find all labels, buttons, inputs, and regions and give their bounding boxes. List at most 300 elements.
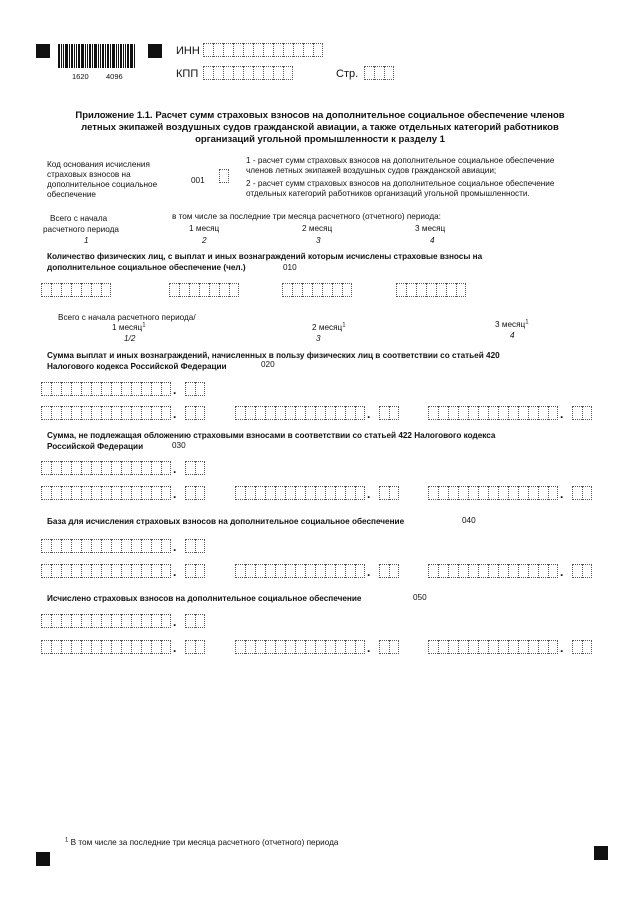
- sec020-total-dec[interactable]: [185, 382, 205, 396]
- input-cell[interactable]: [305, 640, 315, 654]
- input-cell[interactable]: [111, 539, 121, 553]
- input-cell[interactable]: [161, 640, 171, 654]
- input-cell[interactable]: [151, 614, 161, 628]
- input-cell[interactable]: [185, 461, 195, 475]
- input-cell[interactable]: [51, 406, 61, 420]
- input-cell[interactable]: [528, 486, 538, 500]
- input-cell[interactable]: [282, 283, 292, 297]
- input-cell[interactable]: [582, 564, 592, 578]
- input-cell[interactable]: [81, 382, 91, 396]
- input-cell[interactable]: [111, 486, 121, 500]
- input-cell[interactable]: [275, 564, 285, 578]
- input-cell[interactable]: [345, 640, 355, 654]
- input-cell[interactable]: [101, 486, 111, 500]
- input-cell[interactable]: [295, 406, 305, 420]
- input-cell[interactable]: [121, 486, 131, 500]
- input-cell[interactable]: [131, 461, 141, 475]
- input-cell[interactable]: [285, 564, 295, 578]
- input-cell[interactable]: [121, 461, 131, 475]
- input-cell[interactable]: [219, 169, 229, 183]
- input-cell[interactable]: [141, 486, 151, 500]
- input-cell[interactable]: [518, 406, 528, 420]
- input-cell[interactable]: [185, 640, 195, 654]
- input-cell[interactable]: [235, 564, 245, 578]
- input-cell[interactable]: [51, 614, 61, 628]
- input-cell[interactable]: [111, 614, 121, 628]
- sec020-m3-int[interactable]: [428, 406, 558, 420]
- input-cell[interactable]: [131, 640, 141, 654]
- input-cell[interactable]: [61, 640, 71, 654]
- input-cell[interactable]: [458, 486, 468, 500]
- sec050-m2-dec[interactable]: [379, 640, 399, 654]
- input-cell[interactable]: [195, 564, 205, 578]
- input-cell[interactable]: [275, 406, 285, 420]
- input-cell[interactable]: [548, 640, 558, 654]
- input-cell[interactable]: [111, 640, 121, 654]
- input-cell[interactable]: [572, 486, 582, 500]
- input-cell[interactable]: [428, 564, 438, 578]
- input-cell[interactable]: [508, 406, 518, 420]
- input-cell[interactable]: [468, 640, 478, 654]
- input-cell[interactable]: [428, 406, 438, 420]
- input-cell[interactable]: [101, 283, 111, 297]
- input-cell[interactable]: [255, 640, 265, 654]
- input-cell[interactable]: [572, 564, 582, 578]
- input-cell[interactable]: [91, 382, 101, 396]
- input-cell[interactable]: [548, 486, 558, 500]
- input-cell[interactable]: [265, 406, 275, 420]
- input-cell[interactable]: [141, 382, 151, 396]
- input-cell[interactable]: [283, 66, 293, 80]
- input-cell[interactable]: [488, 486, 498, 500]
- input-cell[interactable]: [151, 486, 161, 500]
- input-cell[interactable]: [468, 486, 478, 500]
- inn-field[interactable]: [203, 43, 323, 57]
- input-cell[interactable]: [151, 461, 161, 475]
- input-cell[interactable]: [538, 486, 548, 500]
- input-cell[interactable]: [71, 382, 81, 396]
- kpp-field[interactable]: [203, 66, 293, 80]
- input-cell[interactable]: [71, 283, 81, 297]
- count-m1-field[interactable]: [169, 283, 239, 297]
- input-cell[interactable]: [185, 406, 195, 420]
- input-cell[interactable]: [458, 406, 468, 420]
- input-cell[interactable]: [41, 486, 51, 500]
- input-cell[interactable]: [312, 283, 322, 297]
- input-cell[interactable]: [498, 486, 508, 500]
- input-cell[interactable]: [101, 406, 111, 420]
- input-cell[interactable]: [81, 283, 91, 297]
- input-cell[interactable]: [428, 486, 438, 500]
- sec050-m3-int[interactable]: [428, 640, 558, 654]
- input-cell[interactable]: [325, 406, 335, 420]
- input-cell[interactable]: [379, 564, 389, 578]
- input-cell[interactable]: [265, 564, 275, 578]
- input-cell[interactable]: [458, 564, 468, 578]
- input-cell[interactable]: [538, 640, 548, 654]
- input-cell[interactable]: [121, 539, 131, 553]
- input-cell[interactable]: [315, 406, 325, 420]
- input-cell[interactable]: [195, 486, 205, 500]
- input-cell[interactable]: [61, 486, 71, 500]
- sec020-m2-int[interactable]: [235, 406, 365, 420]
- input-cell[interactable]: [161, 486, 171, 500]
- sec020-m1-dec[interactable]: [185, 406, 205, 420]
- input-cell[interactable]: [345, 406, 355, 420]
- input-cell[interactable]: [71, 406, 81, 420]
- input-cell[interactable]: [71, 461, 81, 475]
- input-cell[interactable]: [151, 564, 161, 578]
- input-cell[interactable]: [235, 406, 245, 420]
- input-cell[interactable]: [253, 43, 263, 57]
- input-cell[interactable]: [101, 614, 111, 628]
- input-cell[interactable]: [71, 486, 81, 500]
- input-cell[interactable]: [478, 640, 488, 654]
- input-cell[interactable]: [91, 614, 101, 628]
- input-cell[interactable]: [478, 406, 488, 420]
- input-cell[interactable]: [81, 614, 91, 628]
- input-cell[interactable]: [538, 564, 548, 578]
- input-cell[interactable]: [406, 283, 416, 297]
- input-cell[interactable]: [315, 564, 325, 578]
- code-field[interactable]: [219, 169, 229, 183]
- sec030-m2-dec[interactable]: [379, 486, 399, 500]
- input-cell[interactable]: [275, 640, 285, 654]
- sec020-m3-dec[interactable]: [572, 406, 592, 420]
- input-cell[interactable]: [203, 43, 213, 57]
- input-cell[interactable]: [223, 66, 233, 80]
- input-cell[interactable]: [448, 640, 458, 654]
- input-cell[interactable]: [379, 486, 389, 500]
- count-m3-field[interactable]: [396, 283, 466, 297]
- input-cell[interactable]: [195, 406, 205, 420]
- input-cell[interactable]: [245, 406, 255, 420]
- input-cell[interactable]: [223, 43, 233, 57]
- input-cell[interactable]: [456, 283, 466, 297]
- input-cell[interactable]: [302, 283, 312, 297]
- input-cell[interactable]: [416, 283, 426, 297]
- input-cell[interactable]: [488, 564, 498, 578]
- sec020-total-int[interactable]: [41, 382, 171, 396]
- input-cell[interactable]: [151, 406, 161, 420]
- input-cell[interactable]: [508, 486, 518, 500]
- input-cell[interactable]: [448, 486, 458, 500]
- input-cell[interactable]: [151, 382, 161, 396]
- input-cell[interactable]: [131, 382, 141, 396]
- sec040-m3-int[interactable]: [428, 564, 558, 578]
- input-cell[interactable]: [169, 283, 179, 297]
- input-cell[interactable]: [379, 640, 389, 654]
- input-cell[interactable]: [528, 406, 538, 420]
- input-cell[interactable]: [325, 486, 335, 500]
- input-cell[interactable]: [322, 283, 332, 297]
- sec040-m2-dec[interactable]: [379, 564, 399, 578]
- input-cell[interactable]: [355, 640, 365, 654]
- sec040-total-int[interactable]: [41, 539, 171, 553]
- input-cell[interactable]: [253, 66, 263, 80]
- input-cell[interactable]: [379, 406, 389, 420]
- input-cell[interactable]: [285, 640, 295, 654]
- input-cell[interactable]: [51, 564, 61, 578]
- input-cell[interactable]: [345, 486, 355, 500]
- sec030-m1-dec[interactable]: [185, 486, 205, 500]
- input-cell[interactable]: [436, 283, 446, 297]
- input-cell[interactable]: [305, 406, 315, 420]
- input-cell[interactable]: [315, 486, 325, 500]
- input-cell[interactable]: [41, 382, 51, 396]
- sec040-m1-dec[interactable]: [185, 564, 205, 578]
- input-cell[interactable]: [285, 486, 295, 500]
- sec050-m2-int[interactable]: [235, 640, 365, 654]
- input-cell[interactable]: [185, 564, 195, 578]
- input-cell[interactable]: [121, 564, 131, 578]
- input-cell[interactable]: [396, 283, 406, 297]
- input-cell[interactable]: [374, 66, 384, 80]
- input-cell[interactable]: [458, 640, 468, 654]
- input-cell[interactable]: [229, 283, 239, 297]
- sec030-m3-dec[interactable]: [572, 486, 592, 500]
- input-cell[interactable]: [81, 564, 91, 578]
- input-cell[interactable]: [233, 66, 243, 80]
- input-cell[interactable]: [355, 486, 365, 500]
- sec030-total-dec[interactable]: [185, 461, 205, 475]
- count-m2-field[interactable]: [282, 283, 352, 297]
- input-cell[interactable]: [121, 382, 131, 396]
- input-cell[interactable]: [235, 640, 245, 654]
- input-cell[interactable]: [71, 539, 81, 553]
- input-cell[interactable]: [508, 564, 518, 578]
- input-cell[interactable]: [161, 382, 171, 396]
- input-cell[interactable]: [295, 564, 305, 578]
- input-cell[interactable]: [364, 66, 374, 80]
- input-cell[interactable]: [121, 406, 131, 420]
- input-cell[interactable]: [51, 461, 61, 475]
- input-cell[interactable]: [51, 283, 61, 297]
- input-cell[interactable]: [355, 406, 365, 420]
- input-cell[interactable]: [51, 539, 61, 553]
- input-cell[interactable]: [131, 486, 141, 500]
- input-cell[interactable]: [243, 43, 253, 57]
- input-cell[interactable]: [141, 539, 151, 553]
- input-cell[interactable]: [121, 614, 131, 628]
- input-cell[interactable]: [478, 564, 488, 578]
- input-cell[interactable]: [255, 406, 265, 420]
- input-cell[interactable]: [498, 640, 508, 654]
- sec040-m1-int[interactable]: [41, 564, 171, 578]
- input-cell[interactable]: [263, 43, 273, 57]
- input-cell[interactable]: [428, 640, 438, 654]
- input-cell[interactable]: [91, 283, 101, 297]
- input-cell[interactable]: [81, 461, 91, 475]
- input-cell[interactable]: [195, 640, 205, 654]
- input-cell[interactable]: [305, 486, 315, 500]
- input-cell[interactable]: [51, 382, 61, 396]
- input-cell[interactable]: [101, 564, 111, 578]
- input-cell[interactable]: [61, 539, 71, 553]
- input-cell[interactable]: [61, 283, 71, 297]
- input-cell[interactable]: [498, 406, 508, 420]
- sec050-m1-int[interactable]: [41, 640, 171, 654]
- input-cell[interactable]: [518, 486, 528, 500]
- input-cell[interactable]: [438, 564, 448, 578]
- input-cell[interactable]: [185, 539, 195, 553]
- sec050-m1-dec[interactable]: [185, 640, 205, 654]
- input-cell[interactable]: [315, 640, 325, 654]
- input-cell[interactable]: [179, 283, 189, 297]
- input-cell[interactable]: [111, 461, 121, 475]
- input-cell[interactable]: [111, 382, 121, 396]
- input-cell[interactable]: [91, 461, 101, 475]
- input-cell[interactable]: [468, 406, 478, 420]
- input-cell[interactable]: [161, 406, 171, 420]
- input-cell[interactable]: [91, 486, 101, 500]
- input-cell[interactable]: [528, 640, 538, 654]
- input-cell[interactable]: [81, 406, 91, 420]
- input-cell[interactable]: [325, 564, 335, 578]
- input-cell[interactable]: [41, 283, 51, 297]
- input-cell[interactable]: [195, 461, 205, 475]
- input-cell[interactable]: [275, 486, 285, 500]
- input-cell[interactable]: [528, 564, 538, 578]
- input-cell[interactable]: [448, 564, 458, 578]
- input-cell[interactable]: [185, 614, 195, 628]
- sec040-m3-dec[interactable]: [572, 564, 592, 578]
- sec030-m3-int[interactable]: [428, 486, 558, 500]
- input-cell[interactable]: [131, 614, 141, 628]
- input-cell[interactable]: [582, 640, 592, 654]
- input-cell[interactable]: [448, 406, 458, 420]
- input-cell[interactable]: [61, 382, 71, 396]
- input-cell[interactable]: [41, 461, 51, 475]
- sec030-m1-int[interactable]: [41, 486, 171, 500]
- input-cell[interactable]: [384, 66, 394, 80]
- input-cell[interactable]: [41, 406, 51, 420]
- input-cell[interactable]: [195, 539, 205, 553]
- input-cell[interactable]: [335, 486, 345, 500]
- input-cell[interactable]: [161, 614, 171, 628]
- input-cell[interactable]: [141, 406, 151, 420]
- input-cell[interactable]: [292, 283, 302, 297]
- page-field[interactable]: [364, 66, 394, 80]
- sec040-total-dec[interactable]: [185, 539, 205, 553]
- input-cell[interactable]: [185, 382, 195, 396]
- input-cell[interactable]: [488, 640, 498, 654]
- input-cell[interactable]: [389, 640, 399, 654]
- sec030-total-int[interactable]: [41, 461, 171, 475]
- input-cell[interactable]: [285, 406, 295, 420]
- input-cell[interactable]: [209, 283, 219, 297]
- input-cell[interactable]: [389, 564, 399, 578]
- input-cell[interactable]: [203, 66, 213, 80]
- input-cell[interactable]: [131, 406, 141, 420]
- input-cell[interactable]: [303, 43, 313, 57]
- sec030-m2-int[interactable]: [235, 486, 365, 500]
- input-cell[interactable]: [426, 283, 436, 297]
- input-cell[interactable]: [61, 614, 71, 628]
- input-cell[interactable]: [332, 283, 342, 297]
- input-cell[interactable]: [548, 564, 558, 578]
- input-cell[interactable]: [305, 564, 315, 578]
- input-cell[interactable]: [151, 539, 161, 553]
- input-cell[interactable]: [71, 640, 81, 654]
- input-cell[interactable]: [91, 406, 101, 420]
- input-cell[interactable]: [335, 640, 345, 654]
- input-cell[interactable]: [91, 564, 101, 578]
- input-cell[interactable]: [243, 66, 253, 80]
- input-cell[interactable]: [478, 486, 488, 500]
- input-cell[interactable]: [219, 283, 229, 297]
- input-cell[interactable]: [111, 406, 121, 420]
- input-cell[interactable]: [255, 486, 265, 500]
- input-cell[interactable]: [71, 564, 81, 578]
- input-cell[interactable]: [245, 564, 255, 578]
- input-cell[interactable]: [91, 640, 101, 654]
- input-cell[interactable]: [213, 66, 223, 80]
- input-cell[interactable]: [101, 539, 111, 553]
- input-cell[interactable]: [141, 640, 151, 654]
- input-cell[interactable]: [518, 640, 528, 654]
- input-cell[interactable]: [199, 283, 209, 297]
- input-cell[interactable]: [446, 283, 456, 297]
- input-cell[interactable]: [91, 539, 101, 553]
- input-cell[interactable]: [265, 640, 275, 654]
- input-cell[interactable]: [342, 283, 352, 297]
- input-cell[interactable]: [295, 486, 305, 500]
- input-cell[interactable]: [51, 640, 61, 654]
- input-cell[interactable]: [161, 564, 171, 578]
- input-cell[interactable]: [313, 43, 323, 57]
- input-cell[interactable]: [438, 406, 448, 420]
- input-cell[interactable]: [335, 564, 345, 578]
- input-cell[interactable]: [438, 640, 448, 654]
- input-cell[interactable]: [161, 461, 171, 475]
- input-cell[interactable]: [71, 614, 81, 628]
- input-cell[interactable]: [195, 382, 205, 396]
- input-cell[interactable]: [141, 461, 151, 475]
- sec050-total-int[interactable]: [41, 614, 171, 628]
- count-total-field[interactable]: [41, 283, 111, 297]
- input-cell[interactable]: [508, 640, 518, 654]
- input-cell[interactable]: [572, 640, 582, 654]
- input-cell[interactable]: [355, 564, 365, 578]
- input-cell[interactable]: [488, 406, 498, 420]
- input-cell[interactable]: [233, 43, 243, 57]
- input-cell[interactable]: [131, 539, 141, 553]
- input-cell[interactable]: [121, 640, 131, 654]
- input-cell[interactable]: [213, 43, 223, 57]
- input-cell[interactable]: [582, 406, 592, 420]
- input-cell[interactable]: [41, 539, 51, 553]
- sec050-total-dec[interactable]: [185, 614, 205, 628]
- input-cell[interactable]: [61, 461, 71, 475]
- input-cell[interactable]: [141, 564, 151, 578]
- sec020-m2-dec[interactable]: [379, 406, 399, 420]
- input-cell[interactable]: [255, 564, 265, 578]
- input-cell[interactable]: [81, 640, 91, 654]
- input-cell[interactable]: [389, 486, 399, 500]
- input-cell[interactable]: [582, 486, 592, 500]
- sec050-m3-dec[interactable]: [572, 640, 592, 654]
- input-cell[interactable]: [235, 486, 245, 500]
- input-cell[interactable]: [245, 640, 255, 654]
- input-cell[interactable]: [41, 614, 51, 628]
- input-cell[interactable]: [195, 614, 205, 628]
- input-cell[interactable]: [293, 43, 303, 57]
- input-cell[interactable]: [345, 564, 355, 578]
- input-cell[interactable]: [325, 640, 335, 654]
- input-cell[interactable]: [245, 486, 255, 500]
- input-cell[interactable]: [61, 406, 71, 420]
